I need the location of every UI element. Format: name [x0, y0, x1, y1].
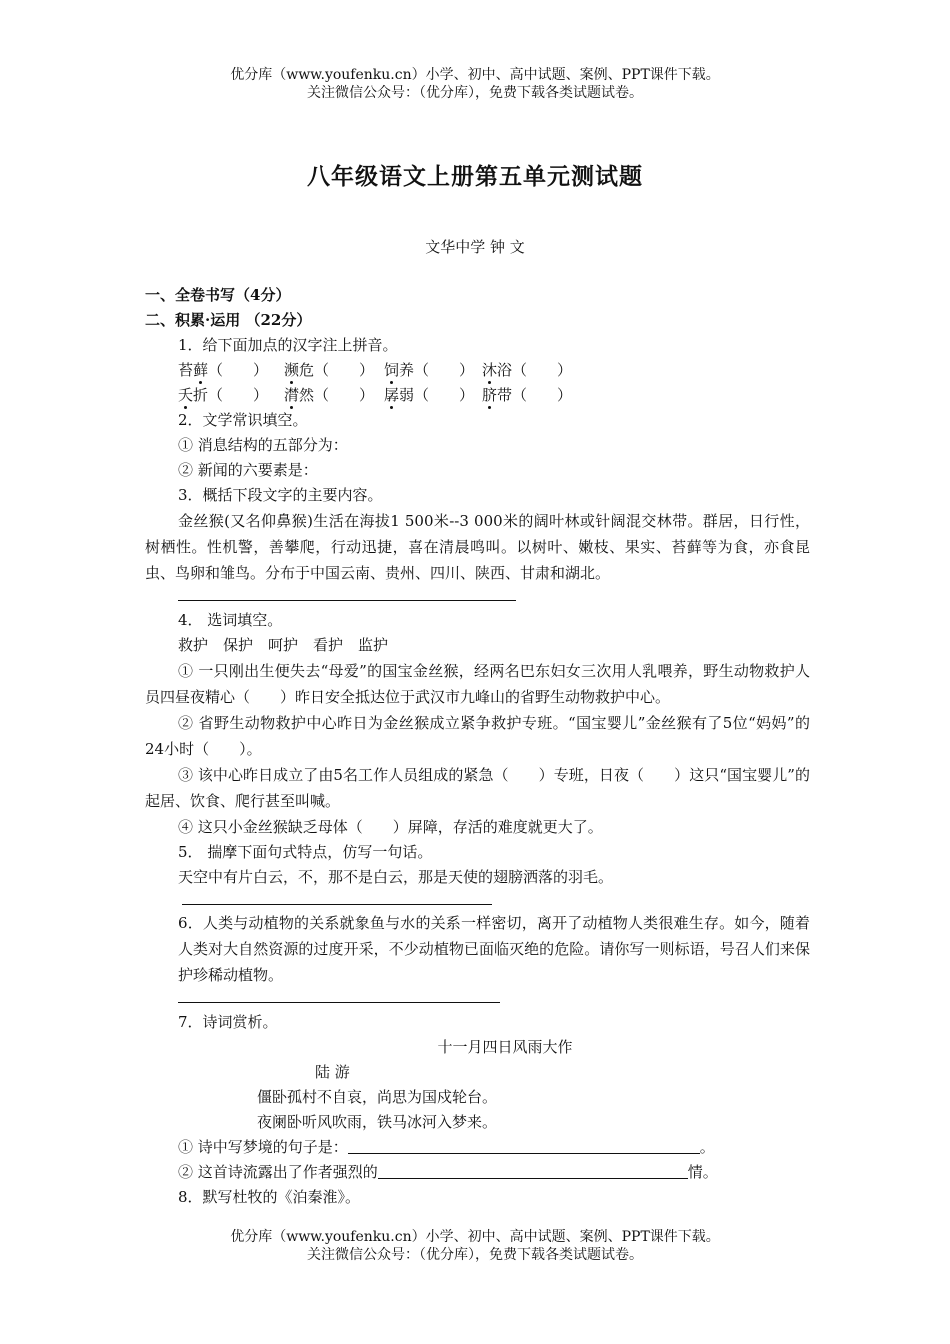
q1-item: 孱弱（ ） — [384, 386, 475, 404]
q1-item: 夭折（ ） — [178, 386, 269, 404]
header-line-1: 优分库（www.youfenku.cn）小学、初中、高中试题、案例、PPT课件下载。 — [230, 67, 720, 83]
page-footer — [0, 1228, 950, 1264]
q8-prompt: 8．默写杜牧的《泊秦淮》。 — [178, 1188, 361, 1206]
q2-prompt: 2．文学常识填空。 — [178, 411, 308, 429]
q7-question-a: ① 诗中写梦境的句子是： 。 — [145, 1135, 810, 1160]
poem-author: 陆 游 — [315, 1063, 350, 1081]
q1-item: 苔藓（ ） — [178, 361, 269, 379]
q7-answer-blank-a — [348, 1135, 700, 1154]
footer-line-2: 关注微信公众号：（优分库），免费下载各类试题试卷。 — [307, 1247, 643, 1263]
q1-item: 饲养（ ） — [384, 361, 475, 379]
poem-title: 十一月四日风雨大作 — [437, 1038, 573, 1056]
poem-line-1: 僵卧孤村不自哀，尚思为国戍轮台。 — [257, 1088, 498, 1106]
q2-item-b: ② 新闻的六要素是： — [178, 461, 318, 479]
document-title: 八年级语文上册第五单元测试题 — [307, 163, 643, 190]
section-2-heading: 二、积累·运用 （22分） — [145, 311, 312, 329]
q1-item: 潸然（ ） — [284, 386, 375, 404]
q1-row-2 — [145, 383, 810, 408]
q7-prompt: 7．诗词赏析。 — [178, 1013, 278, 1031]
q5-sentence: 天空中有片白云，不，那不是白云，那是天使的翅膀洒落的羽毛。 — [178, 868, 614, 886]
q4-item-4: ④ 这只小金丝猴缺乏母体（ ）屏障，存活的难度就更大了。 — [178, 818, 603, 836]
q1-row-1 — [145, 358, 810, 383]
q2-item-a: ① 消息结构的五部分为： — [178, 436, 348, 454]
header-line-2: 关注微信公众号：（优分库），免费下载各类试题试卷。 — [307, 85, 643, 101]
q3-prompt: 3．概括下段文字的主要内容。 — [178, 486, 383, 504]
q4-item-1: ① 一只刚出生便失去“母爱”的国宝金丝猴，经两名巴东妇女三次用人乳喂养，野生动物救护人员四昼夜精心（ ）昨日安全抵达位于武汉市九峰山的省野生动物救护中心。 — [145, 662, 810, 706]
q1-item: 沐浴（ ） — [482, 361, 573, 379]
document-body — [145, 283, 810, 1210]
author-line: 文华中学 钟 文 — [425, 238, 525, 256]
q3-answer-line — [145, 586, 810, 606]
q6-answer-line — [145, 988, 810, 1008]
section-1-heading: 一、全卷书写（4分） — [145, 286, 291, 304]
q1-prompt: 1．给下面加点的汉字注上拼音。 — [178, 336, 398, 354]
q4-prompt: 4． 选词填空。 — [178, 611, 283, 629]
q3-passage: 金丝猴(又名仰鼻猴)生活在海拔1 500米--3 000米的阔叶林或针阔混交林带。群居，日行性，树栖性。性机警，善攀爬，行动迅捷，喜在清晨鸣叫。以树叶、嫩枝、果实、苔藓等为食，亦食昆虫、鸟卵和雏鸟。分布于中国云南、贵州、四川、陕西、甘肃和湖北。 — [145, 512, 810, 582]
q1-item: 脐带（ ） — [482, 386, 573, 404]
q5-prompt: 5． 揣摩下面句式特点，仿写一句话。 — [178, 843, 433, 861]
page-header — [0, 66, 950, 102]
q6-text: 6．人类与动植物的关系就象鱼与水的关系一样密切，离开了动植物人类很难生存。如今，随着人类对大自然资源的过度开采，不少动植物已面临灭绝的危险。请你写一则标语，号召人们来保护珍稀动植物。 — [178, 914, 810, 984]
poem-line-2: 夜阑卧听风吹雨，铁马冰河入梦来。 — [257, 1113, 498, 1131]
q4-item-2: ② 省野生动物救护中心昨日为金丝猴成立紧争救护专班。“国宝婴儿”金丝猴有了5位“妈妈”的24小时（ ）。 — [145, 714, 810, 758]
q7-answer-blank-b — [378, 1160, 688, 1179]
q1-item: 濒危（ ） — [284, 361, 375, 379]
q4-item-3: ③ 该中心昨日成立了由5名工作人员组成的紧急（ ）专班，日夜（ ）这只“国宝婴儿”的起居、饮食、爬行甚至叫喊。 — [145, 766, 810, 810]
q4-word-bank: 救护 保护 呵护 看护 监护 — [178, 636, 389, 654]
q7-question-b: ② 这首诗流露出了作者强烈的 情。 — [145, 1160, 810, 1185]
q5-answer-line — [145, 890, 810, 910]
footer-line-1: 优分库（www.youfenku.cn）小学、初中、高中试题、案例、PPT课件下载。 — [230, 1229, 720, 1245]
